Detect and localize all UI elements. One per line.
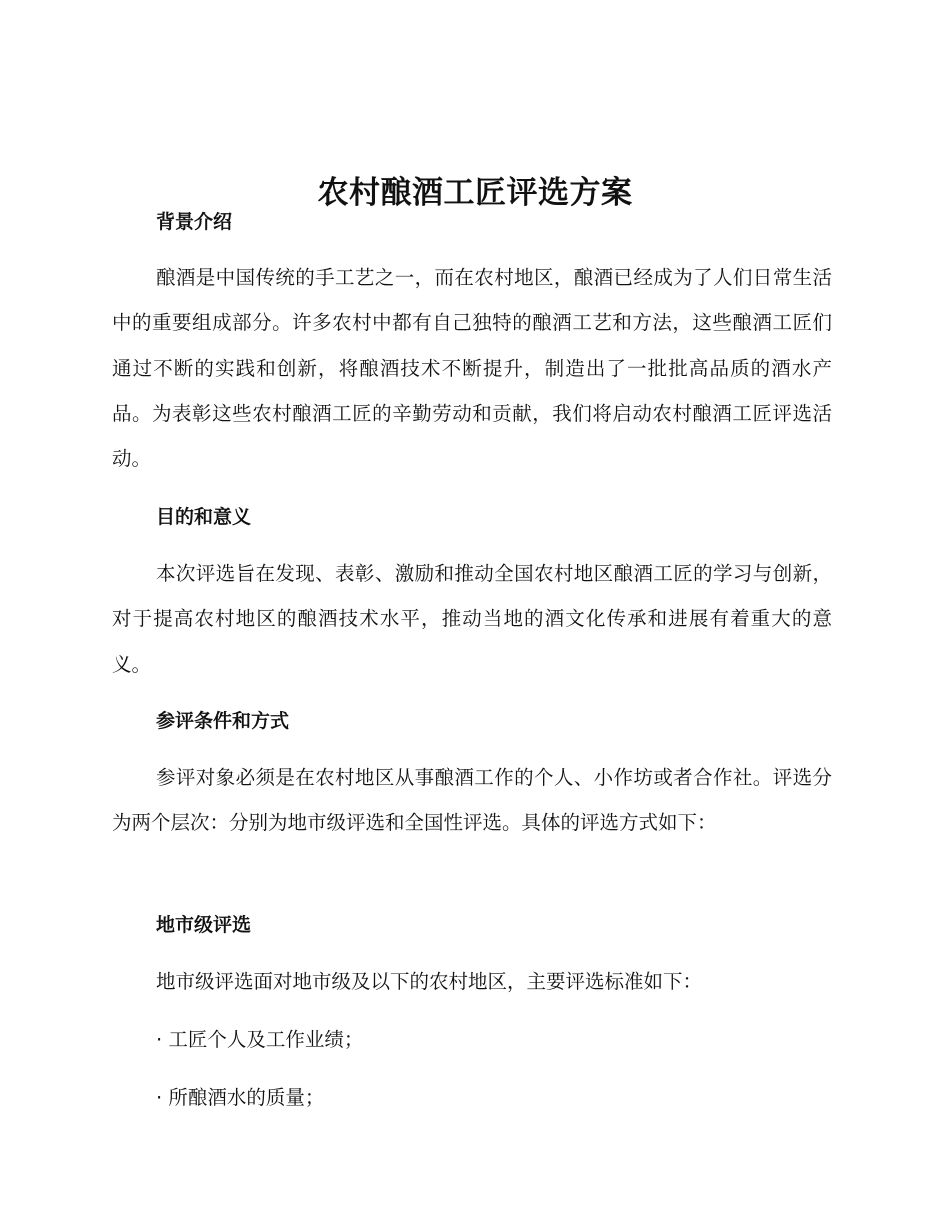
section-paragraph-purpose: 本次评选旨在发现、表彰、激励和推动全国农村地区酿酒工匠的学习与创新，对于提高农村地区的酿酒技术水平，推动当地的酒文化传承和进展有着重大的意义。: [112, 562, 832, 676]
document-title: 农村酿酒工匠评选方案: [317, 174, 633, 211]
list-item: · 所酿酒水的质量；: [156, 1086, 325, 1109]
section-paragraph-conditions: 参评对象必须是在农村地区从事酿酒工作的个人、小作坊或者合作社。评选分为两个层次：分别为地市级评选和全国性评选。具体的评选方式如下：: [112, 766, 832, 835]
section-heading-purpose: 目的和意义: [156, 506, 252, 528]
section-heading-background: 背景介绍: [156, 211, 233, 233]
list-item: · 工匠个人及工作业绩；: [156, 1028, 364, 1051]
section-heading-city-level: 地市级评选: [156, 914, 252, 936]
section-heading-conditions: 参评条件和方式: [156, 710, 290, 732]
section-paragraph-city-level: 地市级评选面对地市级及以下的农村地区，主要评选标准如下：: [156, 970, 703, 993]
section-paragraph-background: 酿酒是中国传统的手工艺之一，而在农村地区，酿酒已经成为了人们日常生活中的重要组成部分。许多农村中都有自己独特的酿酒工艺和方法，这些酿酒工匠们通过不断的实践和创新，将酿酒技术不断提升，制造出了一批批高品质的酒水产品。为表彰这些农村酿酒工匠的辛勤劳动和贡献，我们将启动农村酿酒工匠评选活动。: [112, 266, 832, 471]
